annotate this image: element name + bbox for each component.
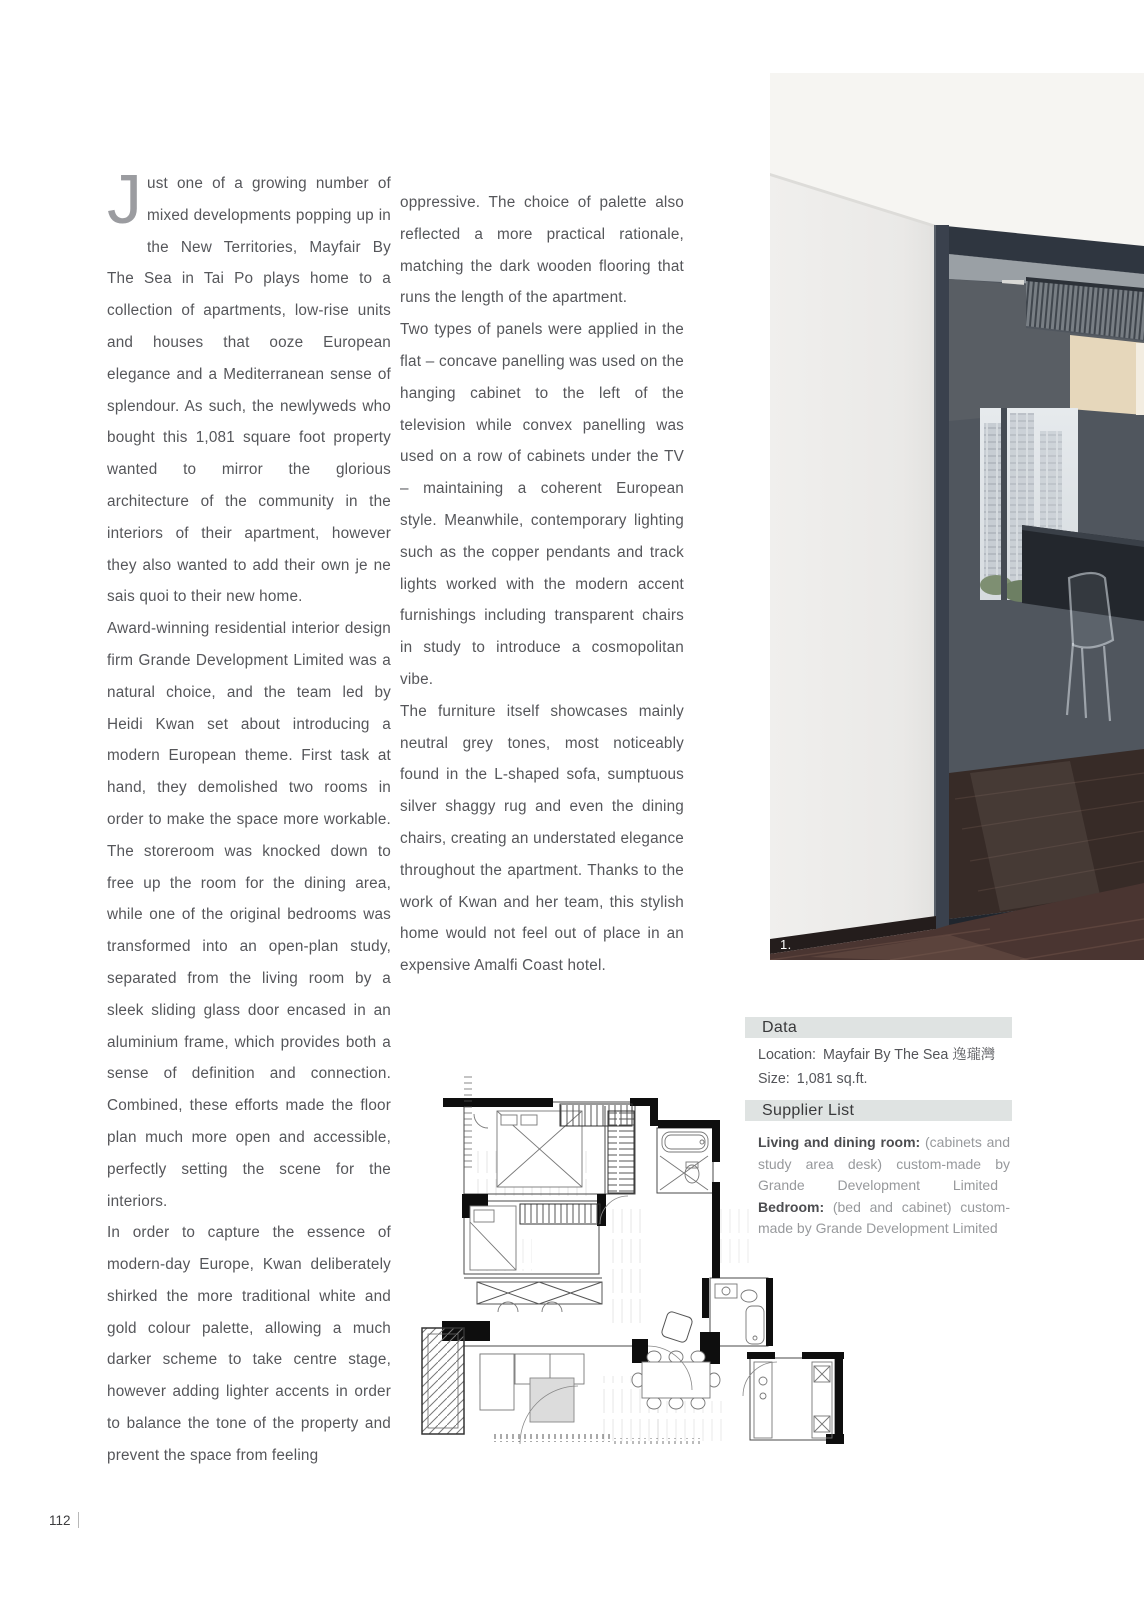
bathroom-2 bbox=[715, 1284, 764, 1344]
article-column-2 bbox=[400, 187, 684, 982]
article-column-1 bbox=[107, 160, 391, 1472]
paragraph-text: ust one of a growing number of mixed developments popping up in the New Territories, Mayfair By The Sea in Tai Po plays home to a collection of apartments, low-rise units and houses that ooze European elegance and a Mediterranean sense of splendour. As such, the newlyweds who bought this 1,081 square foot property wanted to mirror the glorious architecture of the community in the interiors of their apartment, however they also wanted to add their own je ne sais quoi to their new home. bbox=[107, 175, 391, 606]
page-number: 112 bbox=[49, 1512, 71, 1528]
paragraph: Two types of panels were applied in the flat – concave panelling was used on the hanging cabinet to the left of the television while convex panelling was used on a row of cabinets under the TV – maintaining a coherent European style. Meanwhile, contemporary lighting such as the copper pendants and track lights worked with the modern accent furnishings including transparent chairs in study to introduce a cosmopolitan vibe. bbox=[400, 321, 684, 688]
location-label: Location: bbox=[758, 1047, 817, 1063]
wardrobe-2 bbox=[520, 1204, 600, 1224]
size-label: Size: bbox=[758, 1071, 790, 1087]
balcony bbox=[422, 1328, 464, 1434]
interior-photo-art bbox=[770, 73, 1144, 960]
paragraph: Award-winning residential interior design firm Grande Development Limited was a natural choice, and the team led by Heidi Kwan set about introducing a modern European theme. First task at hand, they demolished two rooms in order to make the space more workable. The storeroom was knocked down to free up the room for the dining area, while one of the original bedrooms was transformed into an open-plan study, separated from the living room by a sleek sliding glass door encased in an aluminium frame, which provides both a sense of definition and connection. Combined, these efforts made the floor plan much more open and accessible, perfectly setting the scene for the interiors. bbox=[107, 620, 391, 1210]
supplier-item-label: Living and dining room: bbox=[758, 1134, 921, 1150]
paragraph bbox=[107, 160, 391, 613]
photo-caption-number: 1. bbox=[780, 937, 792, 952]
floor-plan bbox=[402, 1056, 872, 1446]
supplier-list-header: Supplier List bbox=[745, 1100, 1012, 1121]
paragraph: oppressive. The choice of palette also reflected a more practical rationale, matching the dark wooden flooring that runs the length of the apartment. bbox=[400, 194, 684, 307]
page-footer bbox=[49, 1512, 79, 1528]
size-value: 1,081 sq.ft. bbox=[796, 1071, 868, 1087]
supplier-item-value: (bed and cabinet) custom-made by Grande Development Limited bbox=[758, 1198, 1011, 1236]
armchair bbox=[661, 1311, 694, 1344]
floor-plan-drawing bbox=[402, 1056, 872, 1446]
interior-photo bbox=[770, 73, 1144, 960]
drop-cap: J bbox=[107, 160, 143, 238]
paragraph: The furniture itself showcases mainly neutral grey tones, most noticeably found in the L-shaped sofa, sumptuous silver shaggy rug and even the dining chairs, creating an understated elegance throughout the apartment. Thanks to the work of Kwan and her team, this stylish home would not feel out of place in an expensive Amalfi Coast hotel. bbox=[400, 702, 684, 975]
data-box-header: Data bbox=[745, 1017, 1012, 1038]
supplier-item-value: (cabinets and study area desk) custom-made by Grande Development Limited bbox=[758, 1134, 1010, 1193]
kitchen bbox=[743, 1362, 832, 1438]
location-value: Mayfair By The Sea 逸瓏灣 bbox=[823, 1047, 996, 1063]
bedroom-2-bed bbox=[470, 1206, 516, 1270]
paragraph: In order to capture the essence of modern-day Europe, Kwan deliberately shirked the more traditional white and gold colour palette, allowing a much darker scheme to take centre stage, however adding lighter accents in order to balance the tone of the property and prevent the space from feeling bbox=[107, 1224, 391, 1464]
footer-rule bbox=[78, 1512, 79, 1528]
coffee-table bbox=[530, 1378, 574, 1422]
supplier-item-label: Bedroom: bbox=[758, 1198, 825, 1215]
bathroom-1 bbox=[660, 1132, 708, 1190]
closet bbox=[608, 1111, 634, 1193]
study-desk bbox=[477, 1282, 602, 1304]
